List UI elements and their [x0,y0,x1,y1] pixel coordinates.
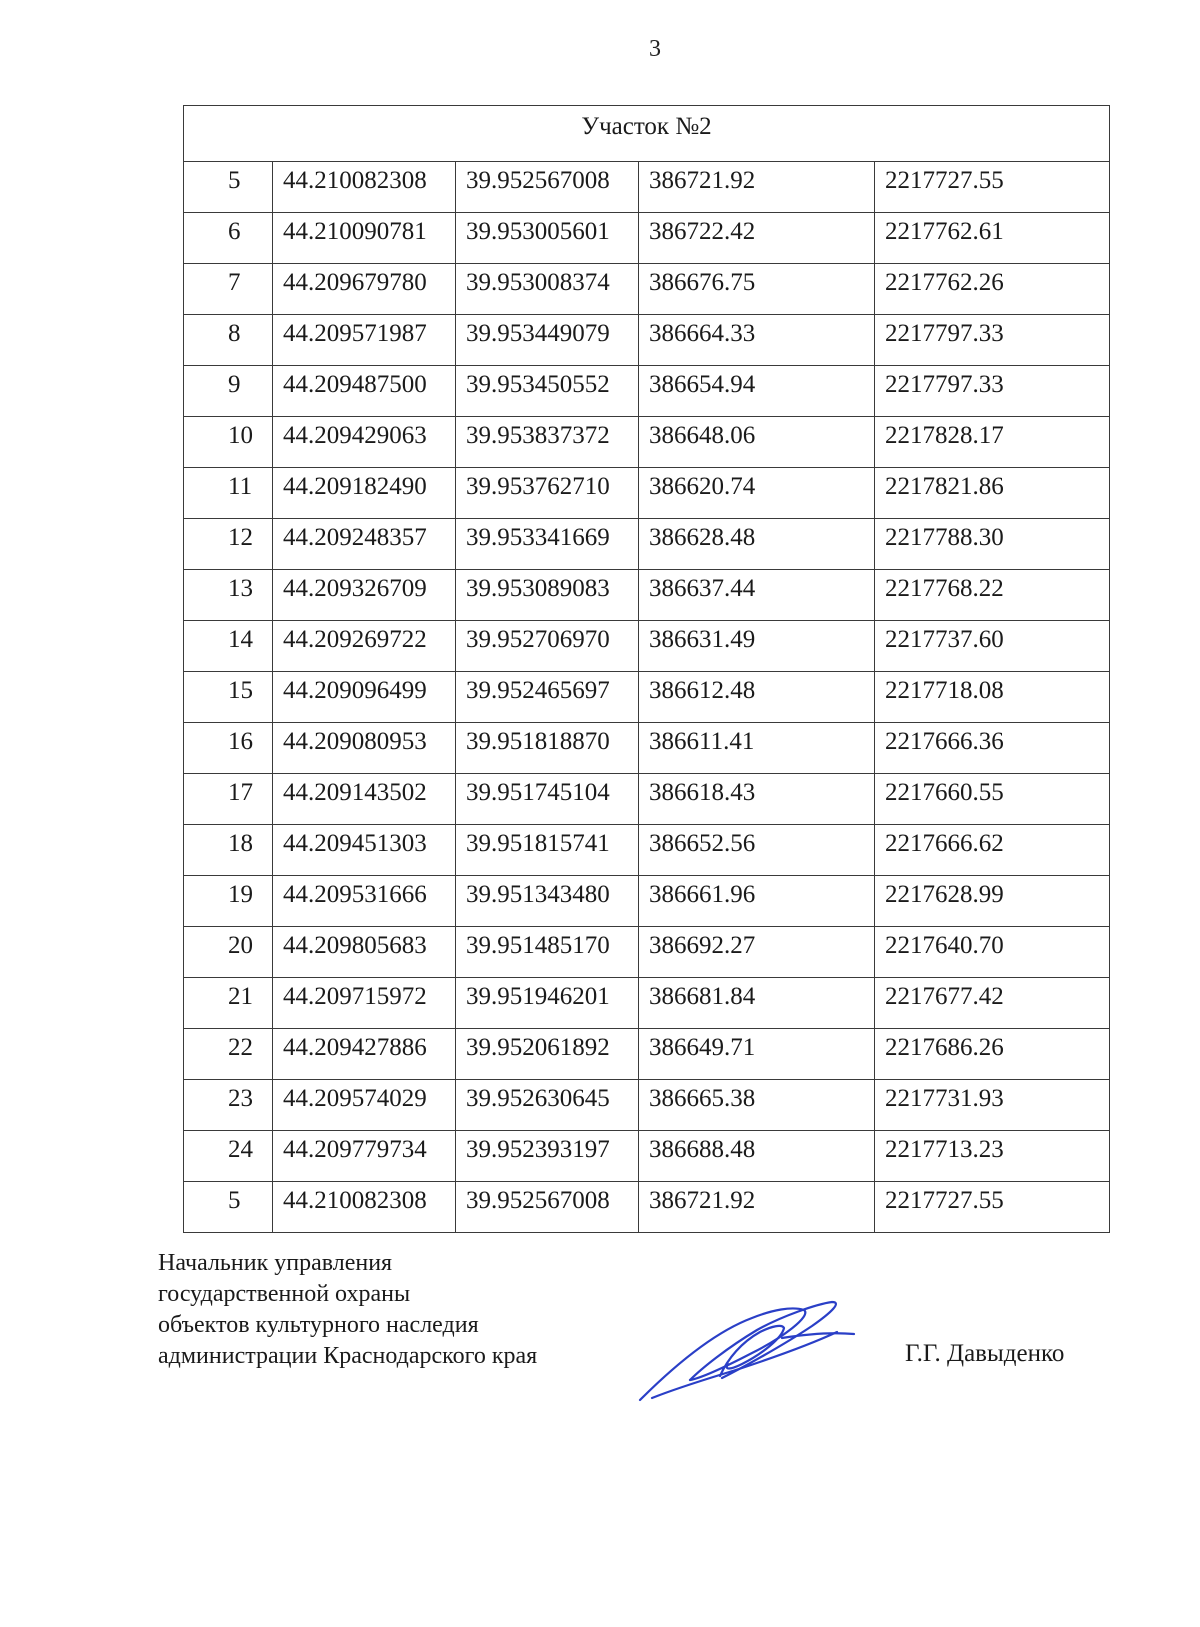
latitude-cell: 44.209269722 [273,621,456,672]
table-row [184,672,1110,723]
y-coordinate-cell: 2217731.93 [875,1080,1110,1131]
point-number-cell: 22 [184,1029,273,1080]
position-line: Начальник управления [158,1250,393,1276]
table-row [184,1080,1110,1131]
x-coordinate-cell: 386652.56 [639,825,875,876]
point-number-cell: 10 [184,417,273,468]
y-coordinate-cell: 2217713.23 [875,1131,1110,1182]
longitude-cell: 39.953449079 [456,315,639,366]
latitude-cell: 44.210090781 [273,213,456,264]
table-title-row [184,106,1110,162]
position-line: государственной охраны [158,1281,411,1307]
table-row [184,621,1110,672]
x-coordinate-cell: 386665.38 [639,1080,875,1131]
table-row [184,723,1110,774]
y-coordinate-cell: 2217737.60 [875,621,1110,672]
point-number-cell: 5 [184,162,273,213]
longitude-cell: 39.952465697 [456,672,639,723]
y-coordinate-cell: 2217628.99 [875,876,1110,927]
point-number-cell: 24 [184,1131,273,1182]
longitude-cell: 39.951343480 [456,876,639,927]
point-number-cell: 12 [184,519,273,570]
x-coordinate-cell: 386620.74 [639,468,875,519]
latitude-cell: 44.209429063 [273,417,456,468]
latitude-cell: 44.209143502 [273,774,456,825]
longitude-cell: 39.953008374 [456,264,639,315]
signatory-position [158,1248,537,1372]
x-coordinate-cell: 386681.84 [639,978,875,1029]
longitude-cell: 39.951485170 [456,927,639,978]
longitude-cell: 39.952393197 [456,1131,639,1182]
y-coordinate-cell: 2217718.08 [875,672,1110,723]
position-line: объектов культурного наследия [158,1312,479,1338]
latitude-cell: 44.209531666 [273,876,456,927]
x-coordinate-cell: 386631.49 [639,621,875,672]
point-number-cell: 20 [184,927,273,978]
x-coordinate-cell: 386654.94 [639,366,875,417]
table-title: Участок №2 [184,106,1110,162]
y-coordinate-cell: 2217797.33 [875,366,1110,417]
x-coordinate-cell: 386628.48 [639,519,875,570]
x-coordinate-cell: 386722.42 [639,213,875,264]
table-row [184,1182,1110,1233]
latitude-cell: 44.209571987 [273,315,456,366]
signatory-name: Г.Г. Давыденко [905,1340,1065,1367]
point-number-cell: 23 [184,1080,273,1131]
longitude-cell: 39.951818870 [456,723,639,774]
x-coordinate-cell: 386688.48 [639,1131,875,1182]
longitude-cell: 39.953341669 [456,519,639,570]
table-row [184,570,1110,621]
x-coordinate-cell: 386611.41 [639,723,875,774]
y-coordinate-cell: 2217821.86 [875,468,1110,519]
y-coordinate-cell: 2217797.33 [875,315,1110,366]
table-row [184,162,1110,213]
y-coordinate-cell: 2217666.62 [875,825,1110,876]
longitude-cell: 39.953005601 [456,213,639,264]
longitude-cell: 39.951815741 [456,825,639,876]
longitude-cell: 39.952706970 [456,621,639,672]
longitude-cell: 39.952567008 [456,162,639,213]
point-number-cell: 11 [184,468,273,519]
table-row [184,264,1110,315]
table-row [184,519,1110,570]
longitude-cell: 39.952630645 [456,1080,639,1131]
y-coordinate-cell: 2217677.42 [875,978,1110,1029]
table-row [184,315,1110,366]
y-coordinate-cell: 2217828.17 [875,417,1110,468]
latitude-cell: 44.209805683 [273,927,456,978]
y-coordinate-cell: 2217660.55 [875,774,1110,825]
x-coordinate-cell: 386649.71 [639,1029,875,1080]
point-number-cell: 14 [184,621,273,672]
table-row [184,927,1110,978]
longitude-cell: 39.951745104 [456,774,639,825]
point-number-cell: 7 [184,264,273,315]
latitude-cell: 44.209451303 [273,825,456,876]
longitude-cell: 39.953837372 [456,417,639,468]
x-coordinate-cell: 386721.92 [639,162,875,213]
y-coordinate-cell: 2217788.30 [875,519,1110,570]
point-number-cell: 13 [184,570,273,621]
position-line: администрации Краснодарского края [158,1343,538,1369]
longitude-cell: 39.952061892 [456,1029,639,1080]
longitude-cell: 39.952567008 [456,1182,639,1233]
latitude-cell: 44.209487500 [273,366,456,417]
table-row [184,825,1110,876]
y-coordinate-cell: 2217762.61 [875,213,1110,264]
latitude-cell: 44.209080953 [273,723,456,774]
table-row [184,978,1110,1029]
y-coordinate-cell: 2217666.36 [875,723,1110,774]
table-row [184,417,1110,468]
handwritten-signature [632,1298,872,1408]
y-coordinate-cell: 2217727.55 [875,162,1110,213]
latitude-cell: 44.209182490 [273,468,456,519]
longitude-cell: 39.951946201 [456,978,639,1029]
table-row [184,468,1110,519]
x-coordinate-cell: 386721.92 [639,1182,875,1233]
coordinates-table [183,105,1110,1233]
table-row [184,1131,1110,1182]
point-number-cell: 9 [184,366,273,417]
point-number-cell: 17 [184,774,273,825]
point-number-cell: 16 [184,723,273,774]
point-number-cell: 8 [184,315,273,366]
x-coordinate-cell: 386661.96 [639,876,875,927]
latitude-cell: 44.209779734 [273,1131,456,1182]
latitude-cell: 44.209096499 [273,672,456,723]
x-coordinate-cell: 386648.06 [639,417,875,468]
latitude-cell: 44.210082308 [273,1182,456,1233]
longitude-cell: 39.953450552 [456,366,639,417]
point-number-cell: 19 [184,876,273,927]
latitude-cell: 44.209248357 [273,519,456,570]
table-row [184,876,1110,927]
y-coordinate-cell: 2217686.26 [875,1029,1110,1080]
page-number: 3 [649,36,661,62]
table-row [184,1029,1110,1080]
table-row [184,774,1110,825]
latitude-cell: 44.210082308 [273,162,456,213]
point-number-cell: 15 [184,672,273,723]
point-number-cell: 21 [184,978,273,1029]
latitude-cell: 44.209574029 [273,1080,456,1131]
y-coordinate-cell: 2217727.55 [875,1182,1110,1233]
x-coordinate-cell: 386664.33 [639,315,875,366]
point-number-cell: 6 [184,213,273,264]
point-number-cell: 18 [184,825,273,876]
longitude-cell: 39.953762710 [456,468,639,519]
point-number-cell: 5 [184,1182,273,1233]
latitude-cell: 44.209326709 [273,570,456,621]
table-row [184,366,1110,417]
x-coordinate-cell: 386692.27 [639,927,875,978]
x-coordinate-cell: 386676.75 [639,264,875,315]
longitude-cell: 39.953089083 [456,570,639,621]
latitude-cell: 44.209715972 [273,978,456,1029]
y-coordinate-cell: 2217640.70 [875,927,1110,978]
x-coordinate-cell: 386637.44 [639,570,875,621]
y-coordinate-cell: 2217762.26 [875,264,1110,315]
x-coordinate-cell: 386612.48 [639,672,875,723]
latitude-cell: 44.209679780 [273,264,456,315]
table-row [184,213,1110,264]
latitude-cell: 44.209427886 [273,1029,456,1080]
y-coordinate-cell: 2217768.22 [875,570,1110,621]
x-coordinate-cell: 386618.43 [639,774,875,825]
